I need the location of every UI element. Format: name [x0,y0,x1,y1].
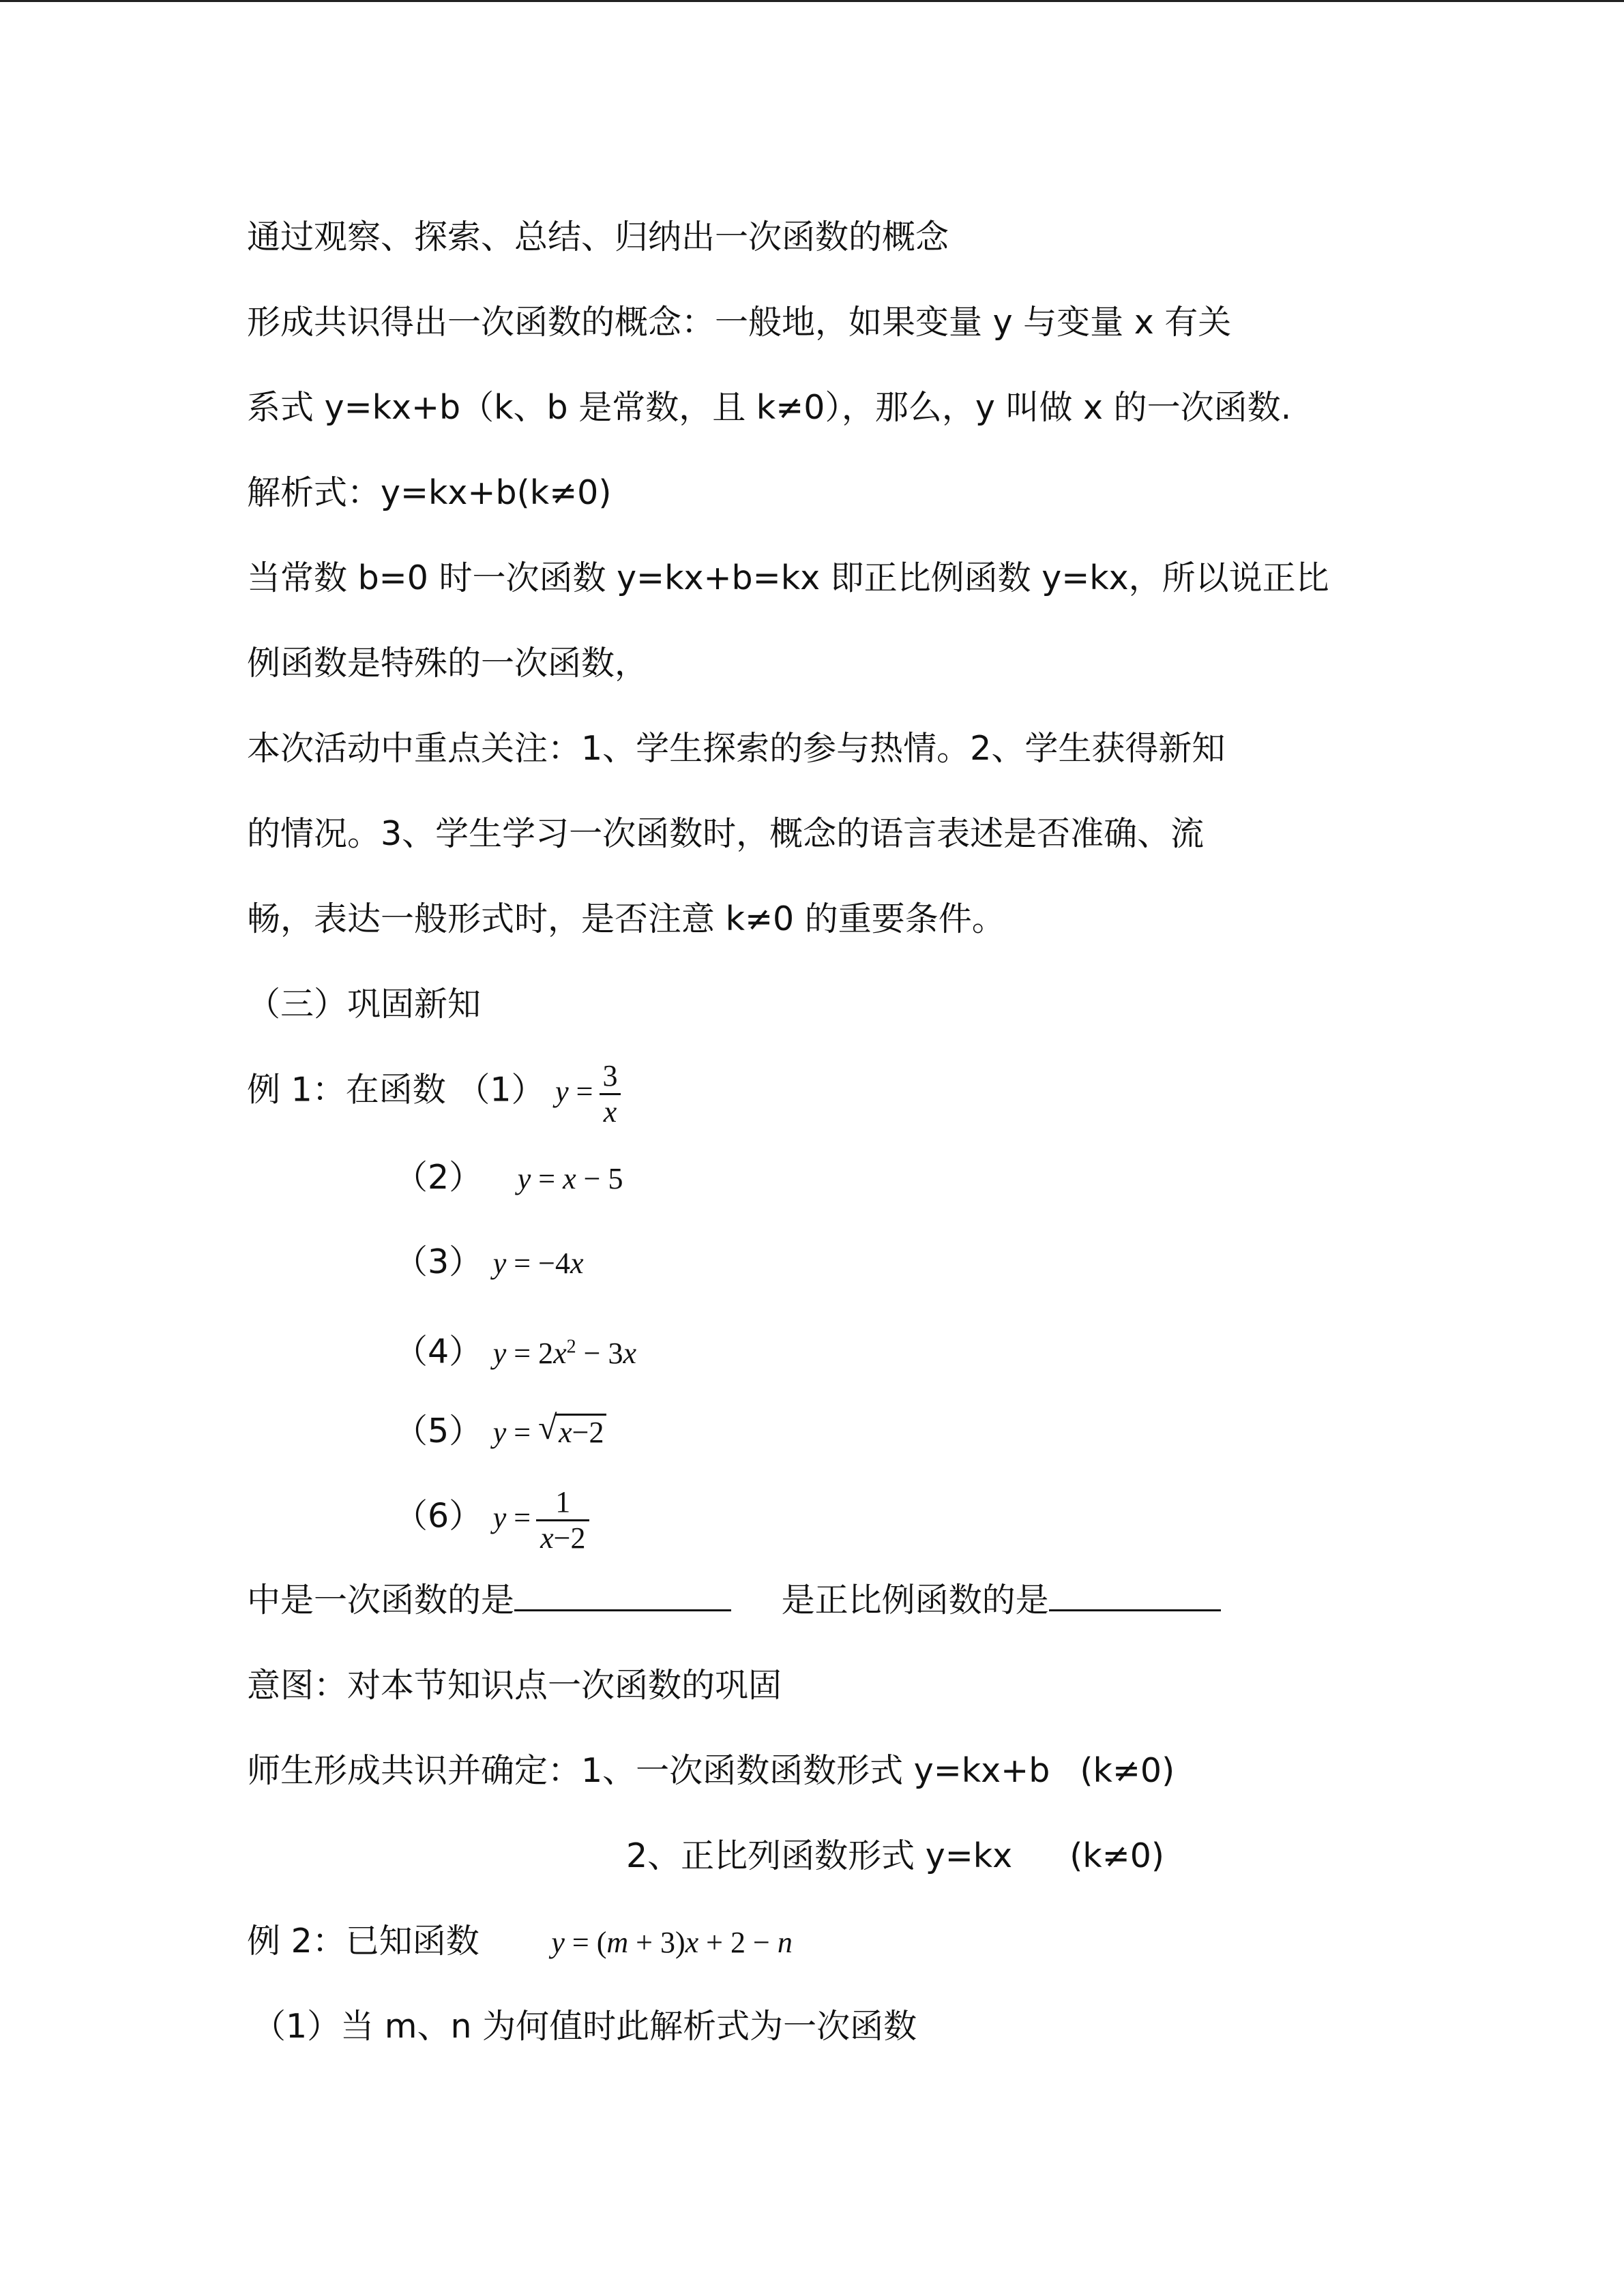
example1-item-1 [247,1059,621,1129]
formula-1: y = $\frac{3}{x}$ [555,1075,621,1108]
formula-2: y = x − 5 [517,1162,623,1195]
paragraph-focus-1: 本次活动中重点关注：1、学生探索的参与热情。2、学生获得新知 [247,729,1226,768]
example1-item-3 [394,1238,583,1287]
paragraph-proportional-2: 例函数是特殊的一次函数， [247,644,649,683]
intent-line: 意图：对本节知识点一次函数的巩固 [247,1666,782,1705]
item-label: （4） [394,1332,483,1371]
answer-blank-proportional[interactable] [1049,1579,1221,1611]
paragraph-concept-intro: 通过观察、探索、总结、归纳出一次函数的概念 [247,218,949,256]
formula-3: y = −4x [492,1247,584,1280]
paragraph-definition-1: 形成共识得出一次函数的概念：一般地，如果变量 y 与变量 x 有关 [247,303,1232,342]
paragraph-analytic-form: 解析式：y=kx+b(k≠0) [247,473,612,512]
example2-lead: 例 2：已知函数 [247,1922,479,1960]
top-border-line [0,0,1624,2]
question-linear: 中是一次函数的是 [247,1581,515,1620]
question-proportional: 是正比例函数的是 [781,1581,1049,1620]
formula-6: y = $\frac{1}{x-2}$ [493,1501,590,1534]
consensus-line-2: 2、正比列函数形式 y=kx (k≠0) [626,1836,1165,1875]
paragraph-focus-3: 畅，表达一般形式时，是否注意 k≠0 的重要条件。 [247,899,1005,938]
formula-5: y = √ x−2 [493,1416,607,1449]
paragraph-proportional-1: 当常数 b=0 时一次函数 y=kx+b=kx 即正比例函数 y=kx，所以说正比 [247,558,1329,597]
sqrt-icon: √ x−2 [538,1409,606,1457]
item-label: （1） [456,1070,545,1109]
example1-lead: 例 1：在函数 [247,1070,457,1109]
example1-question [247,1577,1221,1624]
section-heading: （三）巩固新知 [247,985,482,1024]
item-label: （2） [394,1158,483,1197]
item-label: （6） [394,1496,483,1536]
example1-item-4 [394,1323,636,1377]
paragraph-definition-2: 系式 y=kx+b（k、b 是常数，且 k≠0），那么，y 叫做 x 的一次函数. [247,388,1292,427]
consensus-line-1: 师生形成共识并确定：1、一次函数函数形式 y=kx+b (k≠0) [247,1751,1175,1790]
answer-blank-linear[interactable] [514,1579,731,1611]
example2-line [247,1918,793,1967]
example1-item-2 [394,1154,623,1203]
item-label: （5） [394,1412,483,1450]
paragraph-focus-2: 的情况。3、学生学习一次函数时，概念的语言表述是否准确、流 [247,814,1205,853]
example2-formula: y = (m + 3)x + 2 − n [551,1926,793,1959]
example2-question-1: （1）当 m、n 为何值时此解析式为一次函数 [252,2007,917,2046]
example1-item-6 [394,1485,589,1555]
example1-item-5 [394,1407,606,1457]
item-label: （3） [394,1242,483,1281]
formula-4: $y = 2x^2 - 3x$ [492,1336,637,1370]
